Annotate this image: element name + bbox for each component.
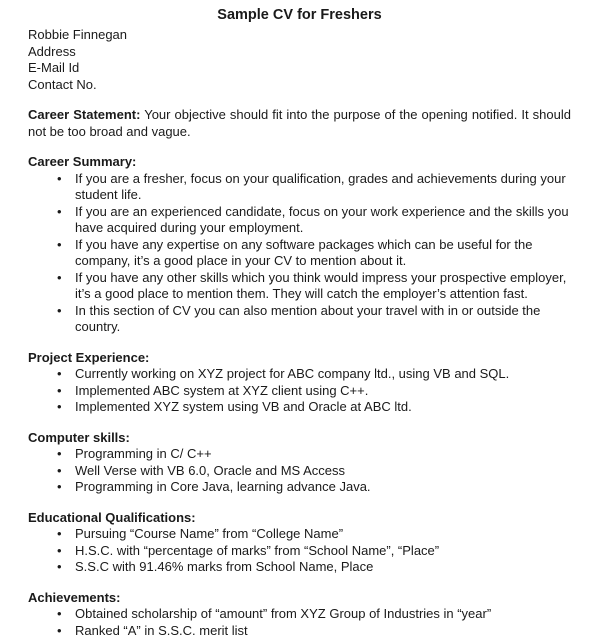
bullet-list <box>28 171 571 336</box>
bullet-item: • Obtained scholarship of “amount” from XYZ Group of Industries in “year” <box>28 606 571 623</box>
contact-address: Address <box>28 44 571 61</box>
section-career-summary <box>28 154 571 336</box>
bullet-list <box>28 446 571 496</box>
section-achievements <box>28 590 571 639</box>
bullet-list <box>28 606 571 639</box>
bullet-list <box>28 526 571 576</box>
bullet-item: • Programming in C/ C++ <box>28 446 571 463</box>
bullet-item: • Well Verse with VB 6.0, Oracle and MS Access <box>28 463 571 480</box>
career-statement-text: Your objective should fit into the purpose of the opening notified. It should not be too broad and vague. <box>28 107 571 139</box>
section-heading: Educational Qualifications: <box>28 510 571 527</box>
contact-number: Contact No. <box>28 77 571 94</box>
contact-name: Robbie Finnegan <box>28 27 571 44</box>
section-heading: Computer skills: <box>28 430 571 447</box>
bullet-item: • Ranked “A” in S.S.C. merit list <box>28 623 571 639</box>
section-heading: Achievements: <box>28 590 571 607</box>
bullet-item: • If you have any other skills which you think would impress your prospective employer, it’s a good place to mention them. They will catch the employer’s attention fast. <box>28 270 571 303</box>
contact-block <box>28 27 571 93</box>
bullet-item: • If you have any expertise on any software packages which can be useful for the company, it’s a good place in your CV to mention about it. <box>28 237 571 270</box>
section-project-experience <box>28 350 571 416</box>
bullet-item: • Implemented XYZ system using VB and Oracle at ABC ltd. <box>28 399 571 416</box>
contact-email: E-Mail Id <box>28 60 571 77</box>
bullet-list <box>28 366 571 416</box>
bullet-item: • In this section of CV you can also mention about your travel with in or outside the country. <box>28 303 571 336</box>
career-statement-paragraph <box>28 107 571 140</box>
bullet-item: • Programming in Core Java, learning advance Java. <box>28 479 571 496</box>
section-heading: Career Summary: <box>28 154 571 171</box>
bullet-item: • S.S.C with 91.46% marks from School Name, Place <box>28 559 571 576</box>
section-heading: Project Experience: <box>28 350 571 367</box>
bullet-item: • H.S.C. with “percentage of marks” from “School Name”, “Place” <box>28 543 571 560</box>
bullet-item: • Pursuing “Course Name” from “College Name” <box>28 526 571 543</box>
bullet-item: • Currently working on XYZ project for ABC company ltd., using VB and SQL. <box>28 366 571 383</box>
bullet-item: • If you are an experienced candidate, focus on your work experience and the skills you have acquired during your employment. <box>28 204 571 237</box>
section-educational-qualifications <box>28 510 571 576</box>
career-statement-label: Career Statement: <box>28 107 140 122</box>
bullet-item: • If you are a fresher, focus on your qualification, grades and achievements during your student life. <box>28 171 571 204</box>
section-computer-skills <box>28 430 571 496</box>
bullet-item: • Implemented ABC system at XYZ client using C++. <box>28 383 571 400</box>
page-title: Sample CV for Freshers <box>28 5 571 25</box>
